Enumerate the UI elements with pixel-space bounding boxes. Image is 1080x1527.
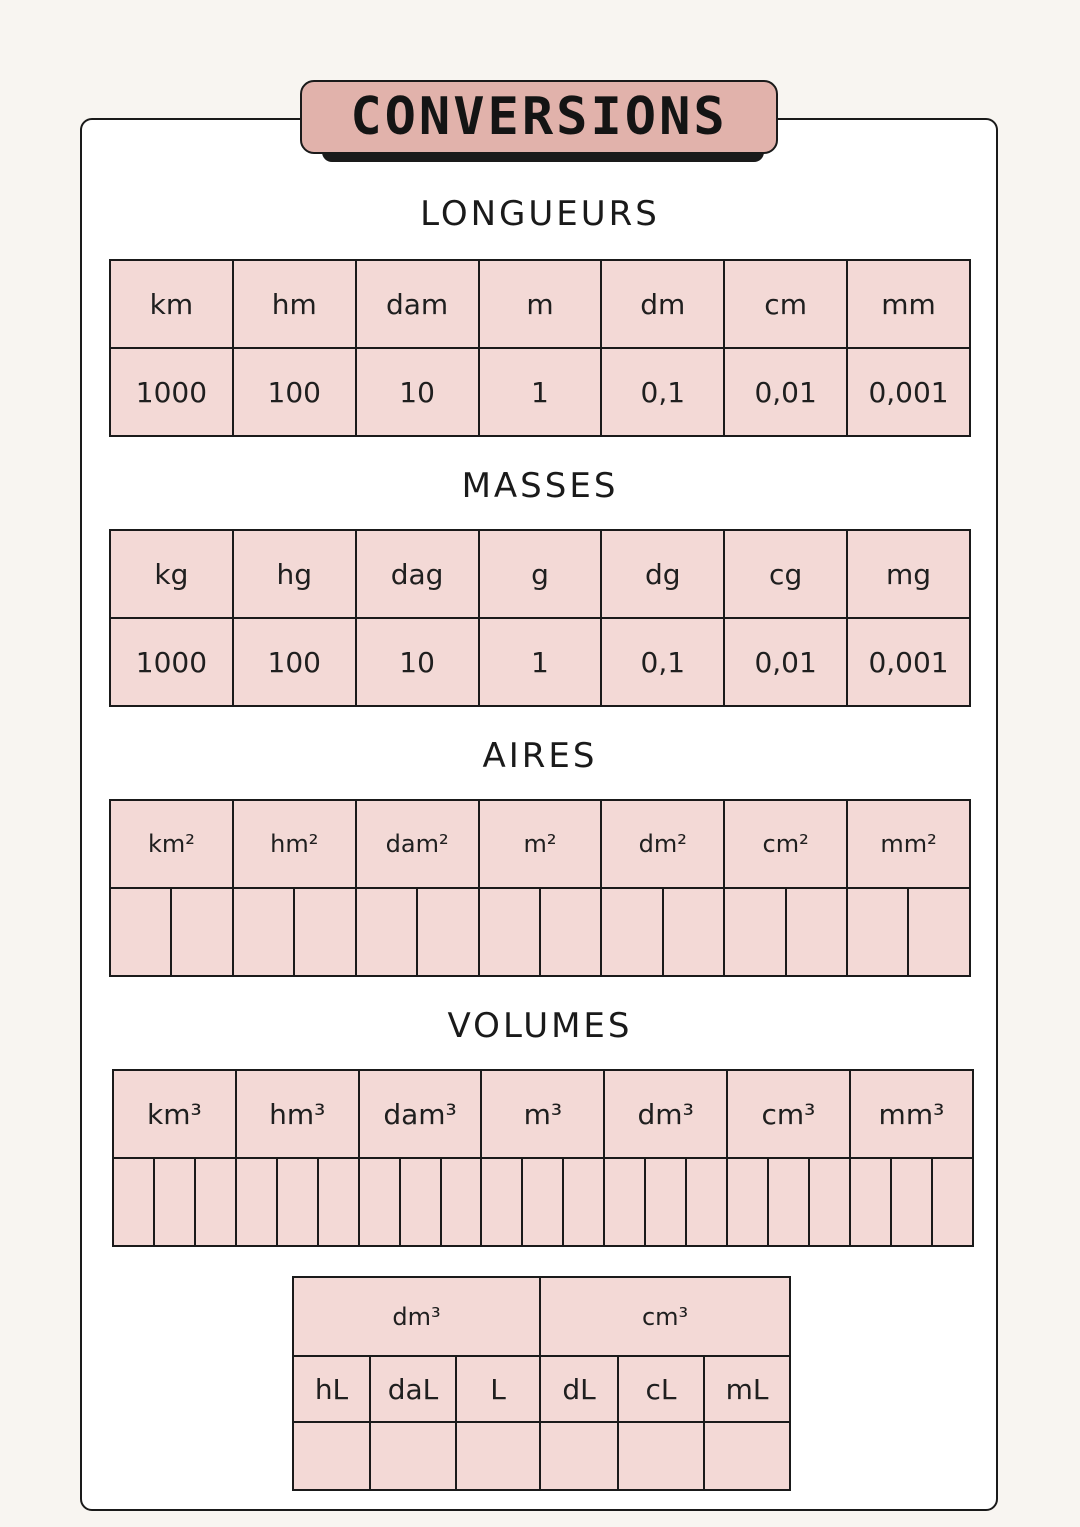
capacity-unit-cell: dL: [540, 1356, 618, 1422]
capacity-unit-cell: mL: [704, 1356, 790, 1422]
value-cell: 10: [356, 348, 479, 436]
empty-cell: [293, 1422, 370, 1490]
empty-cell: [786, 888, 847, 976]
value-cell: 0,1: [601, 618, 724, 706]
longueurs-table: [109, 259, 971, 437]
aires-table: [109, 799, 971, 977]
unit-cell: kg: [110, 530, 233, 618]
value-cell: 10: [356, 618, 479, 706]
unit-cell: km³: [113, 1070, 236, 1158]
unit-cell: hm: [233, 260, 356, 348]
section-title-masses: [0, 466, 1080, 506]
value-cell: 1: [479, 618, 602, 706]
empty-cell: [110, 888, 171, 976]
unit-cell: cm³: [727, 1070, 850, 1158]
empty-cell: [233, 888, 294, 976]
empty-cell: [727, 1158, 768, 1246]
empty-cell: [479, 888, 540, 976]
capacity-unit-cell: cL: [618, 1356, 704, 1422]
unit-cell: hg: [233, 530, 356, 618]
empty-cell: [645, 1158, 686, 1246]
unit-cell: cm: [724, 260, 847, 348]
section-title-longueurs: [0, 194, 1080, 234]
volumes-heading: VOLUMES: [447, 1006, 633, 1046]
empty-cell: [318, 1158, 359, 1246]
unit-cell: dm³: [604, 1070, 727, 1158]
section-title-volumes: [0, 1006, 1080, 1046]
empty-cell: [563, 1158, 604, 1246]
empty-cell: [481, 1158, 522, 1246]
unit-cell: hm³: [236, 1070, 359, 1158]
unit-cell: cg: [724, 530, 847, 618]
capacites-table: [292, 1276, 791, 1491]
empty-cell: [113, 1158, 154, 1246]
empty-cell: [359, 1158, 400, 1246]
empty-cell: [370, 1422, 456, 1490]
unit-cell: dag: [356, 530, 479, 618]
value-cell: 0,1: [601, 348, 724, 436]
longueurs-heading: LONGUEURS: [420, 194, 660, 234]
unit-cell: cm²: [724, 800, 847, 888]
group-cell-cm3: cm³: [540, 1277, 790, 1356]
value-cell: 1000: [110, 618, 233, 706]
volumes-table: [112, 1069, 974, 1247]
empty-cell: [171, 888, 232, 976]
unit-cell: m³: [481, 1070, 604, 1158]
group-cell-dm3: dm³: [293, 1277, 540, 1356]
unit-cell: dm: [601, 260, 724, 348]
unit-cell: km: [110, 260, 233, 348]
unit-cell: km²: [110, 800, 233, 888]
empty-cell: [441, 1158, 482, 1246]
empty-cell: [932, 1158, 973, 1246]
value-cell: 1: [479, 348, 602, 436]
unit-cell: dm²: [601, 800, 724, 888]
empty-cell: [724, 888, 785, 976]
unit-cell: dg: [601, 530, 724, 618]
value-cell: 100: [233, 348, 356, 436]
empty-cell: [154, 1158, 195, 1246]
empty-cell: [522, 1158, 563, 1246]
unit-cell: mm³: [850, 1070, 973, 1158]
masses-table: [109, 529, 971, 707]
unit-cell: m: [479, 260, 602, 348]
empty-cell: [618, 1422, 704, 1490]
value-cell: 0,01: [724, 348, 847, 436]
empty-cell: [847, 888, 908, 976]
empty-cell: [417, 888, 478, 976]
empty-cell: [540, 888, 601, 976]
value-cell: 0,01: [724, 618, 847, 706]
empty-cell: [195, 1158, 236, 1246]
empty-cell: [356, 888, 417, 976]
unit-cell: mm: [847, 260, 970, 348]
empty-cell: [850, 1158, 891, 1246]
empty-cell: [768, 1158, 809, 1246]
empty-cell: [294, 888, 355, 976]
empty-cell: [540, 1422, 618, 1490]
capacity-unit-cell: L: [456, 1356, 540, 1422]
masses-heading: MASSES: [461, 466, 619, 506]
capacity-unit-cell: daL: [370, 1356, 456, 1422]
unit-cell: hm²: [233, 800, 356, 888]
empty-cell: [908, 888, 970, 976]
empty-cell: [809, 1158, 850, 1246]
unit-cell: dam³: [359, 1070, 482, 1158]
unit-cell: mm²: [847, 800, 970, 888]
page-title: CONVERSIONS: [300, 80, 778, 154]
unit-cell: dam²: [356, 800, 479, 888]
empty-cell: [891, 1158, 932, 1246]
empty-cell: [236, 1158, 277, 1246]
unit-cell: m²: [479, 800, 602, 888]
unit-cell: mg: [847, 530, 970, 618]
aires-heading: AIRES: [482, 736, 598, 776]
value-cell: 1000: [110, 348, 233, 436]
value-cell: 0,001: [847, 618, 970, 706]
empty-cell: [604, 1158, 645, 1246]
empty-cell: [277, 1158, 318, 1246]
empty-cell: [686, 1158, 727, 1246]
empty-cell: [601, 888, 662, 976]
unit-cell: g: [479, 530, 602, 618]
capacity-unit-cell: hL: [293, 1356, 370, 1422]
empty-cell: [400, 1158, 441, 1246]
unit-cell: dam: [356, 260, 479, 348]
section-title-aires: [0, 736, 1080, 776]
value-cell: 0,001: [847, 348, 970, 436]
empty-cell: [663, 888, 724, 976]
empty-cell: [456, 1422, 540, 1490]
value-cell: 100: [233, 618, 356, 706]
empty-cell: [704, 1422, 790, 1490]
